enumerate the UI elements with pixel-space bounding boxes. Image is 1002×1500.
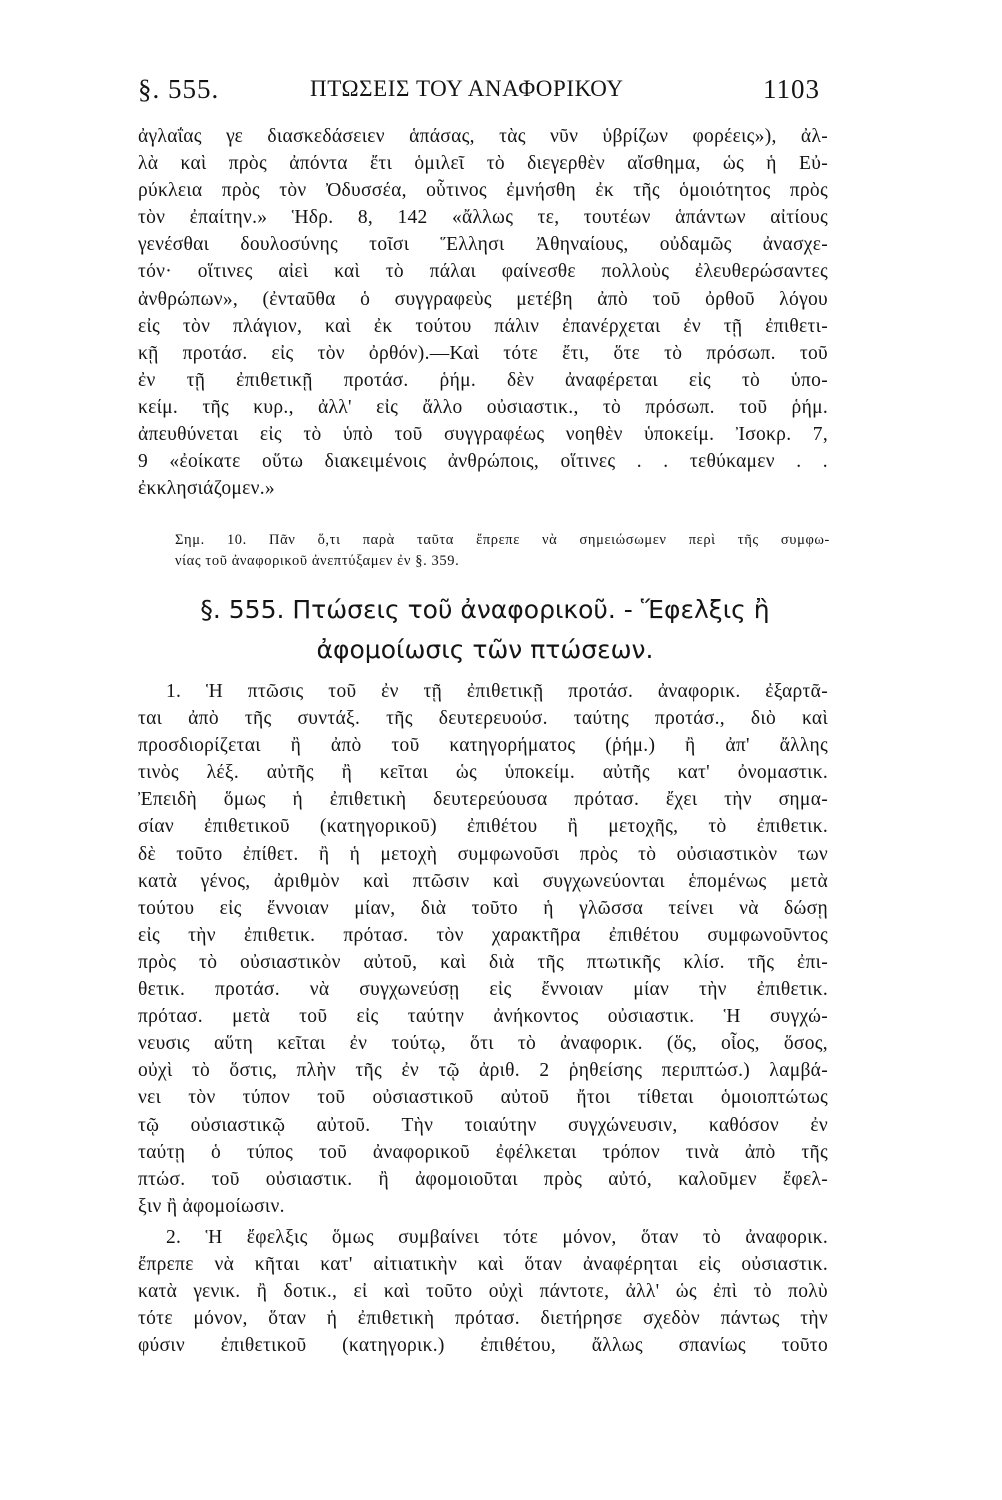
text-line: ἐκκλησιάζομεν.» xyxy=(138,478,275,500)
text-line: κατὰ γενικ. ἢ δοτικ., εἰ καὶ τοῦτο οὐχὶ πάντοτε, ἀλλ' ὡς ἐπὶ τὸ πολὺ xyxy=(138,1281,828,1303)
text-line: δὲ τοῦτο ἐπίθετ. ἢ ἡ μετοχὴ συμφωνοῦσι πρὸς τὸ οὐσιαστικὸν των xyxy=(138,843,828,865)
text-line: κῇ προτάσ. εἰς τὸν ὀρθόν).—Καὶ τότε ἔτι, ὅτε τὸ πρόσωπ. τοῦ xyxy=(138,342,828,364)
text-line: ἀνθρώπων», (ἐνταῦθα ὁ συγγραφεὺς μετέβη ἀπὸ τοῦ ὀρθοῦ λόγου xyxy=(138,288,828,310)
text-line: νευσις αὕτη κεῖται ἐν τούτῳ, ὅτι τὸ ἀναφορικ. (ὅς, οἷος, ὅσος, xyxy=(138,1033,828,1055)
text-line: τῷ οὐσιαστικῷ αὐτοῦ. Τὴν τοιαύτην συγχώνευσιν, καθόσον ἐν xyxy=(138,1114,828,1136)
text-line: εἰς τὸν πλάγιον, καὶ ἐκ τούτου πάλιν ἐπανέρχεται ἐν τῇ ἐπιθετι- xyxy=(138,315,828,337)
text-line: ἀγλαΐας γε διασκεδάσειεν ἁπάσας, τὰς νῦν ὑβρίζων φορέεις»), ἀλ- xyxy=(138,126,828,147)
text-line: οὐχὶ τὸ ὅστις, πλὴν τῆς ἐν τῷ ἀριθ. 2 ῥηθείσης περιπτώσ.) λαμβά- xyxy=(138,1060,828,1082)
text-line: 2. Ἡ ἔφελξις ὅμως συμβαίνει τότε μόνον, ὅταν τὸ ἀναφορικ. xyxy=(166,1227,828,1248)
text-line: λὰ καὶ πρὸς ἀπόντα ἔτι ὁμιλεῖ τὸ διεγερθὲν αἴσθημα, ὡς ἡ Εὐ- xyxy=(138,153,828,175)
text-line: ξιν ἢ ἀφομοίωσιν. xyxy=(138,1195,285,1217)
section-heading-line: ἀφομοίωσις τῶν πτώσεων. xyxy=(316,635,654,664)
text-line: γενέσθαι δουλοσύνης τοῖσι Ἕλλησι Ἀθηναίους, οὐδαμῶς ἀνασχε- xyxy=(138,234,828,256)
section-mark: §. 555. xyxy=(138,74,220,104)
paragraph-1 xyxy=(138,678,828,1220)
footnote-line: νίας τοῦ ἀναφορικοῦ ἀνεπτύξαμεν ἐν §. 359. xyxy=(175,553,460,569)
page-title: ΠΤΩΣΕΙΣ ΤΟΥ ΑΝΑΦΟΡΙΚΟΥ xyxy=(310,76,624,101)
footnote-line: Σημ. 10. Πᾶν ὅ,τι παρὰ ταῦτα ἔπρεπε νὰ σημειώσωμεν περὶ τῆς συμφω- xyxy=(175,532,830,548)
text-line: Ἐπειδὴ ὅμως ἡ ἐπιθετικὴ δευτερεύουσα πρότασ. ἔχει τὴν σημα- xyxy=(138,789,828,811)
text-line: τὸν ἐπαίτην.» Ἡδρ. 8, 142 «ἄλλως τε, τουτέων ἁπάντων αἰτίους xyxy=(138,207,828,229)
text-line: 1. Ἡ πτῶσις τοῦ ἐν τῇ ἐπιθετικῇ προτάσ. ἀναφορικ. ἐξαρτᾶ- xyxy=(166,681,828,702)
text-line: ἔπρεπε νὰ κῆται κατ' αἰτιατικὴν καὶ ὅταν ἀναφέρηται εἰς οὐσιαστικ. xyxy=(138,1254,828,1276)
page-number: 1103 xyxy=(763,74,820,104)
text-line: κατὰ γένος, ἀριθμὸν καὶ πτῶσιν καὶ συγχωνεύονται ἑπομένως μετὰ xyxy=(138,870,828,892)
section-heading xyxy=(140,590,830,670)
text-line: πτώσ. τοῦ οὐσιαστικ. ἢ ἀφομοιοῦται πρὸς αὐτό, καλοῦμεν ἔφελ- xyxy=(138,1168,828,1190)
top-paragraph xyxy=(138,123,828,502)
text-line: σίαν ἐπιθετικοῦ (κατηγορικοῦ) ἐπιθέτου ἢ μετοχῆς, τὸ ἐπιθετικ. xyxy=(138,816,828,838)
text-line: ἐν τῇ ἐπιθετικῇ προτάσ. ῥήμ. δὲν ἀναφέρεται εἰς τὸ ὑπο- xyxy=(138,369,828,391)
text-line: νει τὸν τύπον τοῦ οὐσιαστικοῦ αὐτοῦ ἤτοι τίθεται ὁμοιοπτώτως xyxy=(138,1087,828,1109)
text-line: προσδιορίζεται ἢ ἀπὸ τοῦ κατηγορήματος (ῥήμ.) ἢ ἀπ' ἄλλης xyxy=(138,735,828,757)
text-line: ται ἀπὸ τῆς συντάξ. τῆς δευτερευούσ. ταύτης προτάσ., διὸ καὶ xyxy=(138,708,828,730)
text-line: κείμ. τῆς κυρ., ἀλλ' εἰς ἄλλο οὐσιαστικ., τὸ πρόσωπ. τοῦ ῥήμ. xyxy=(138,396,828,418)
text-line: φύσιν ἐπιθετικοῦ (κατηγορικ.) ἐπιθέτου, ἄλλως σπανίως τοῦτο xyxy=(138,1335,828,1357)
section-heading-line: §. 555. Πτώσεις τοῦ ἀναφορικοῦ. - Ἕφελξις ἢ xyxy=(200,595,770,624)
text-line: τότε μόνον, ὅταν ἡ ἐπιθετικὴ πρότασ. διετήρησε σχεδὸν πάντως τὴν xyxy=(138,1308,828,1330)
text-line: θετικ. προτάσ. νὰ συγχωνεύσῃ εἰς ἔννοιαν μίαν τὴν ἐπιθετικ. xyxy=(138,979,828,1001)
text-line: 9 «ἐοίκατε οὕτω διακειμένοις ἀνθρώποις, οἵτινες . . τεθύκαμεν . . xyxy=(138,451,828,473)
text-line: τούτου εἰς ἔννοιαν μίαν, διὰ τοῦτο ἡ γλῶσσα τείνει νὰ δώσῃ xyxy=(138,897,828,919)
text-line: τόν· οἵτινες αἰεὶ καὶ τὸ πάλαι φαίνεσθε πολλοὺς ἐλευθερώσαντες xyxy=(138,261,828,283)
text-line: ἀπευθύνεται εἰς τὸ ὑπὸ τοῦ συγγραφέως νοηθὲν ὑποκείμ. Ἰσοκρ. 7, xyxy=(138,424,828,446)
text-line: πρότασ. μετὰ τοῦ εἰς ταύτην ἀνήκοντος οὐσιαστικ. Ἡ συγχώ- xyxy=(138,1006,828,1028)
running-head xyxy=(130,74,820,114)
paragraph-2 xyxy=(138,1224,828,1359)
text-line: τινὸς λέξ. αὐτῆς ἢ κεῖται ὡς ὑποκείμ. αὐτῆς κατ' ὀνομαστικ. xyxy=(138,762,828,784)
text-line: πρὸς τὸ οὐσιαστικὸν αὐτοῦ, καὶ διὰ τῆς πτωτικῆς κλίσ. τῆς ἐπι- xyxy=(138,951,828,973)
text-line: ταύτῃ ὁ τύπος τοῦ ἀναφορικοῦ ἐφέλκεται τρόπον τινὰ ἀπὸ τῆς xyxy=(138,1141,828,1163)
text-line: εἰς τὴν ἐπιθετικ. πρότασ. τὸν χαρακτῆρα ἐπιθέτου συμφωνοῦντος xyxy=(138,924,828,946)
footnote xyxy=(175,530,830,572)
text-line: ρύκλεια πρὸς τὸν Ὀδυσσέα, οὗτινος ἐμνήσθη ἐκ τῆς ὁμοιότητος πρὸς xyxy=(138,180,828,202)
